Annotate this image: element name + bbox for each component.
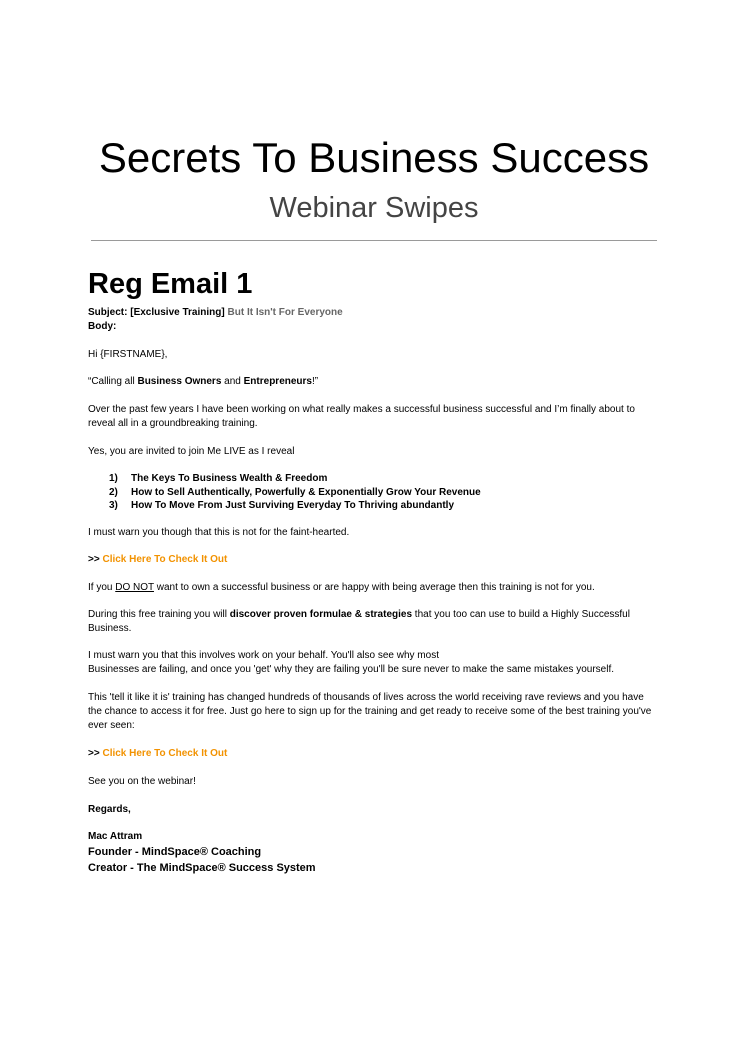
list-item-text: The Keys To Business Wealth & Freedom <box>131 473 328 484</box>
do-not-prefix: If you <box>88 582 116 594</box>
check-it-out-link[interactable]: Click Here To Check It Out <box>102 554 228 566</box>
greeting: Hi {FIRSTNAME}, <box>88 349 168 360</box>
list-item <box>88 472 660 486</box>
document-subtitle: Webinar Swipes <box>269 192 479 224</box>
calling-business-owners: Business Owners <box>137 376 222 387</box>
discover-suffix: that you too can use to build a Highly Successful Business. <box>88 609 630 635</box>
calling-prefix: “Calling all <box>88 376 138 387</box>
cta-line <box>88 747 660 761</box>
list-item <box>88 486 660 500</box>
subject-tag: [Exclusive Training] <box>130 307 225 318</box>
cta-prefix: >> <box>88 748 103 760</box>
work-paragraph <box>88 649 660 677</box>
discover-prefix: During this free training you will <box>88 609 230 621</box>
signature-title-1: Founder - MindSpace® Coaching <box>88 846 262 859</box>
signature-block <box>88 830 660 876</box>
regards-line: Regards, <box>88 804 131 816</box>
subject-line <box>88 306 660 320</box>
cta-prefix: >> <box>88 554 103 566</box>
email-section <box>88 264 660 876</box>
discover-paragraph <box>88 608 660 636</box>
warn-paragraph: I must warn you though that this is not for the faint-hearted. <box>88 527 350 539</box>
work-line-1: I must warn you that this involves work on your behalf. You'll also see why most <box>88 650 439 662</box>
list-item-text: How to Sell Authentically, Powerfully & Exponentially Grow Your Revenue <box>131 486 481 498</box>
list-item-text: How To Move From Just Surviving Everyday To Thriving abundantly <box>131 500 455 512</box>
signature-name: Mac Attram <box>88 831 143 843</box>
list-item-number: 1) <box>109 473 118 484</box>
reveal-list <box>88 472 660 513</box>
signature-title-2: Creator - The MindSpace® Success System <box>88 862 316 875</box>
do-not-underlined: DO NOT <box>115 582 154 594</box>
invite-paragraph: Yes, you are invited to join Me LIVE as I reveal <box>88 446 295 457</box>
tell-paragraph: This 'tell it like it is' training has changed hundreds of thousands of lives across the world receiving rave reviews and you have the chance to access it for free. Just go here to sign up for the training and get ready to receive some of the best training you've ever seen: <box>88 692 652 732</box>
do-not-suffix: want to own a successful business or are happy with being average then this training is not for you. <box>153 582 595 594</box>
calling-line <box>88 375 660 389</box>
list-item <box>88 499 660 513</box>
subject-label: Subject: <box>88 307 128 318</box>
check-it-out-link[interactable]: Click Here To Check It Out <box>102 748 228 760</box>
list-item-number: 2) <box>109 486 118 498</box>
title-divider <box>91 240 657 241</box>
calling-suffix: !” <box>312 376 319 387</box>
do-not-paragraph <box>88 581 660 595</box>
list-item-number: 3) <box>109 500 118 512</box>
discover-bold: discover proven formulae & strategies <box>229 609 413 621</box>
work-line-2: Businesses are failing, and once you 'get' why they are failing you'll be sure never to make the same mistakes yourself. <box>88 664 615 676</box>
calling-entrepreneurs: Entrepreneurs <box>243 376 312 387</box>
body-label: Body: <box>88 321 117 332</box>
document-title: Secrets To Business Success <box>98 134 650 181</box>
see-you-line: See you on the webinar! <box>88 776 196 788</box>
cta-line <box>88 553 660 567</box>
calling-mid: and <box>221 376 244 387</box>
subject-text: But It Isn't For Everyone <box>227 307 343 318</box>
intro-paragraph: Over the past few years I have been working on what really makes a successful business successful and I’m finally about to reveal all in a groundbreaking training. <box>88 404 635 429</box>
email-heading: Reg Email 1 <box>88 268 253 300</box>
